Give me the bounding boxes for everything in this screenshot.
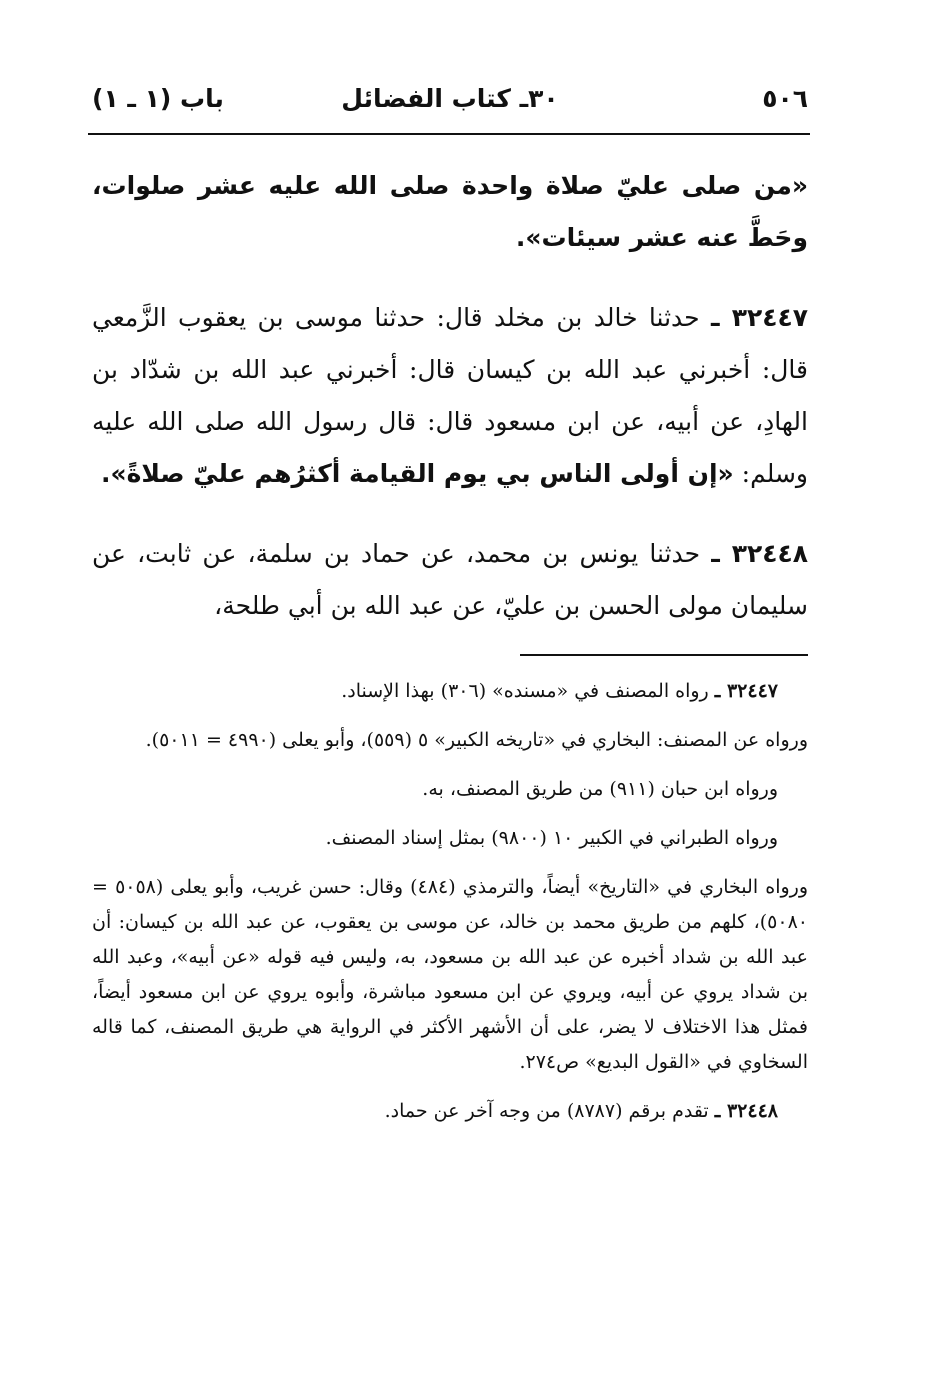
footnote-32447 (92, 674, 808, 709)
footnote-divider (520, 654, 808, 656)
hadith-quote: «إن أولى الناس بي يوم القيامة أكثرُهم عليّ صلاةً». (100, 459, 734, 488)
hadith-chain: حدثنا يونس بن محمد، عن حماد بن سلمة، عن ثابت، عن سليمان مولى الحسن بن عليّ، عن عبد الله بن أبي طلحة، (92, 539, 808, 620)
footnote-line: ورواه عن المصنف: البخاري في «تاريخه الكبير» ٥ (٥٥٩)، وأبو يعلى (٤٩٩٠ = ٥٠١١). (145, 729, 808, 751)
page-number: ٥٠٦ (762, 84, 808, 113)
page-header (92, 84, 808, 124)
main-text (92, 160, 808, 632)
footnote-text: رواه المصنف في «مسنده» (٣٠٦) بهذا الإسناد. (341, 680, 709, 702)
header-divider (88, 133, 810, 135)
footnote-line: ورواه الطبراني في الكبير ١٠ (٩٨٠٠) بمثل إسناد المصنف. (325, 827, 778, 849)
footnote-line: ورواه ابن حبان (٩١١) من طريق المصنف، به. (422, 778, 778, 800)
footnote-text: تقدم برقم (٨٧٨٧) من وجه آخر عن حماد. (384, 1100, 709, 1122)
footnote-line: ورواه البخاري في «التاريخ» أيضاً، والترمذي (٤٨٤) وقال: حسن غريب، وأبو يعلى (٥٠٥٨ = ٥٠٨٠)، كلهم من طريق محمد بن خالد، عن موسى بن يعقوب، عن عبد الله بن كيسان: أن عبد الله بن شداد أخبره عن عبد الله بن مسعود، به، وليس فيه قوله «عن أبيه»، وعبد الله بن شداد يروي عن أبيه، ويروي عن ابن مسعود مباشرة، وأبوه يروي عن ابن مسعود أيضاً، فمثل هذا الاختلاف لا يضر، على أن الأشهر الأكثر في الرواية هي طريق المصنف، كما قاله السخاوي في «القول البديع» ص٢٧٤. (92, 876, 808, 1073)
hadith-number: ٣٢٤٤٧ ـ (711, 303, 809, 332)
footnote-32448 (92, 1094, 808, 1129)
hadith-quote-continued: «من صلى عليّ صلاة واحدة صلى الله عليه عشر صلوات، وحَطَّ عنه عشر سيئات». (92, 171, 808, 252)
book-title: ٣٠ـ كتاب الفضائل (341, 84, 559, 113)
hadith-32448 (92, 528, 808, 632)
hadith-32447 (92, 292, 808, 500)
chapter-label: باب (١ ـ ١) (92, 84, 224, 113)
hadith-chain: حدثنا خالد بن مخلد قال: حدثنا موسى بن يعقوب الزَّمعي قال: أخبرني عبد الله بن كيسان قال: أخبرني عبد الله بن شدّاد بن الهادِ، عن أبيه، عن ابن مسعود قال: قال رسول الله صلى الله عليه وسلم: (92, 303, 808, 488)
footnotes (92, 674, 808, 1129)
footnote-number: ٣٢٤٤٨ ـ (714, 1100, 778, 1122)
hadith-number: ٣٢٤٤٨ ـ (711, 539, 808, 568)
footnote-number: ٣٢٤٤٧ ـ (714, 680, 778, 702)
